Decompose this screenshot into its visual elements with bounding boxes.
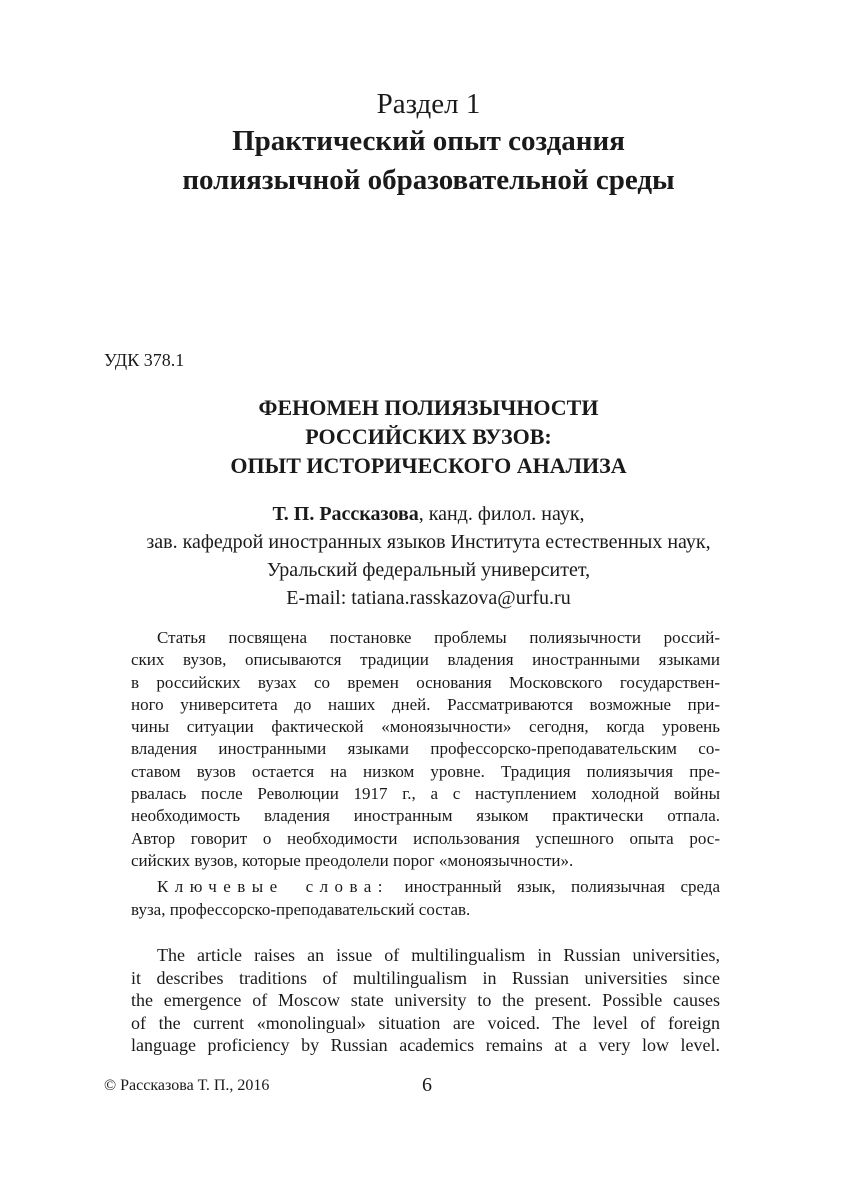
author-name-line: [0, 500, 857, 528]
abstract-ru-line: необходимость владения иностранным языком практически отпала.: [131, 806, 720, 826]
abstract-ru-line: чины ситуации фактической «моноязычности» сегодня, когда уровень: [131, 717, 720, 737]
abstract-ru-line: Автор говорит о необходимости использования успешного опыта рос-: [131, 828, 720, 848]
author-name: Т. П. Рассказова: [272, 503, 419, 525]
keywords-block: [131, 876, 720, 921]
abstract-english: [131, 944, 720, 1057]
page-number: 6: [422, 1074, 432, 1096]
abstract-ru-line: ного университета до наших дней. Рассматриваются возможные при-: [131, 694, 720, 714]
keywords-line-1: [131, 876, 720, 898]
keywords-text-1: иностранный язык, полиязычная среда: [404, 877, 721, 897]
abstract-en-line: The article raises an issue of multilingualism in Russian universities,: [157, 945, 720, 965]
article-title-line-2: РОССИЙСКИХ ВУЗОВ:: [305, 424, 552, 449]
abstract-ru-line: Статья посвящена постановке проблемы полиязычности россий-: [157, 628, 720, 647]
abstract-en-line: it describes traditions of multilingualism in Russian universities since: [131, 967, 720, 988]
section-title-line-1: Практический опыт создания: [232, 125, 625, 157]
abstract-ru-line: ставом вузов остается на низком уровне. Традиция полиязычия пре-: [131, 761, 720, 781]
abstract-ru-line: сийских вузов, которые преодолели порог «моноязычности».: [131, 850, 574, 870]
author-university: Уральский федеральный университет,: [266, 559, 591, 581]
author-position: зав. кафедрой иностранных языков Института естественных наук,: [146, 531, 711, 553]
abstract-ru-line: в российских вузах со времен основания Московского государствен-: [131, 672, 720, 692]
udk-code: УДК 378.1: [104, 350, 185, 370]
abstract-en-line: of the current «monolingual» situation are voiced. The level of foreign: [131, 1012, 720, 1033]
section-title: [0, 122, 857, 200]
article-title-line-1: ФЕНОМЕН ПОЛИЯЗЫЧНОСТИ: [258, 395, 599, 420]
abstract-en-line: the emergence of Moscow state university to the present. Possible causes: [131, 990, 720, 1011]
author-block: [0, 500, 857, 612]
copyright-notice: © Рассказова Т. П., 2016: [104, 1077, 270, 1094]
author-degree: , канд. филол. наук,: [418, 503, 585, 525]
abstract-russian: [131, 627, 720, 921]
article-title-line-3: ОПЫТ ИСТОРИЧЕСКОГО АНАЛИЗА: [230, 453, 627, 478]
keywords-line-2: вуза, профессорско-преподавательский состав.: [131, 899, 471, 919]
abstract-ru-line: владения иностранными языками профессорско-преподавательским со-: [131, 739, 720, 759]
section-title-line-2: полиязычной образовательной среды: [182, 164, 675, 196]
abstract-ru-line: ских вузов, описываются традиции владения иностранными языками: [131, 650, 720, 670]
section-label: Раздел 1: [376, 88, 481, 120]
abstract-ru-line: рвалась после Революции 1917 г., а с наступлением холодной войны: [131, 784, 720, 804]
abstract-en-line: language proficiency by Russian academics remains at a very low level.: [131, 1035, 720, 1056]
author-email: E-mail: tatiana.rasskazova@urfu.ru: [286, 587, 571, 609]
article-title: [0, 393, 857, 480]
keywords-label: Ключевые слова:: [157, 877, 389, 897]
